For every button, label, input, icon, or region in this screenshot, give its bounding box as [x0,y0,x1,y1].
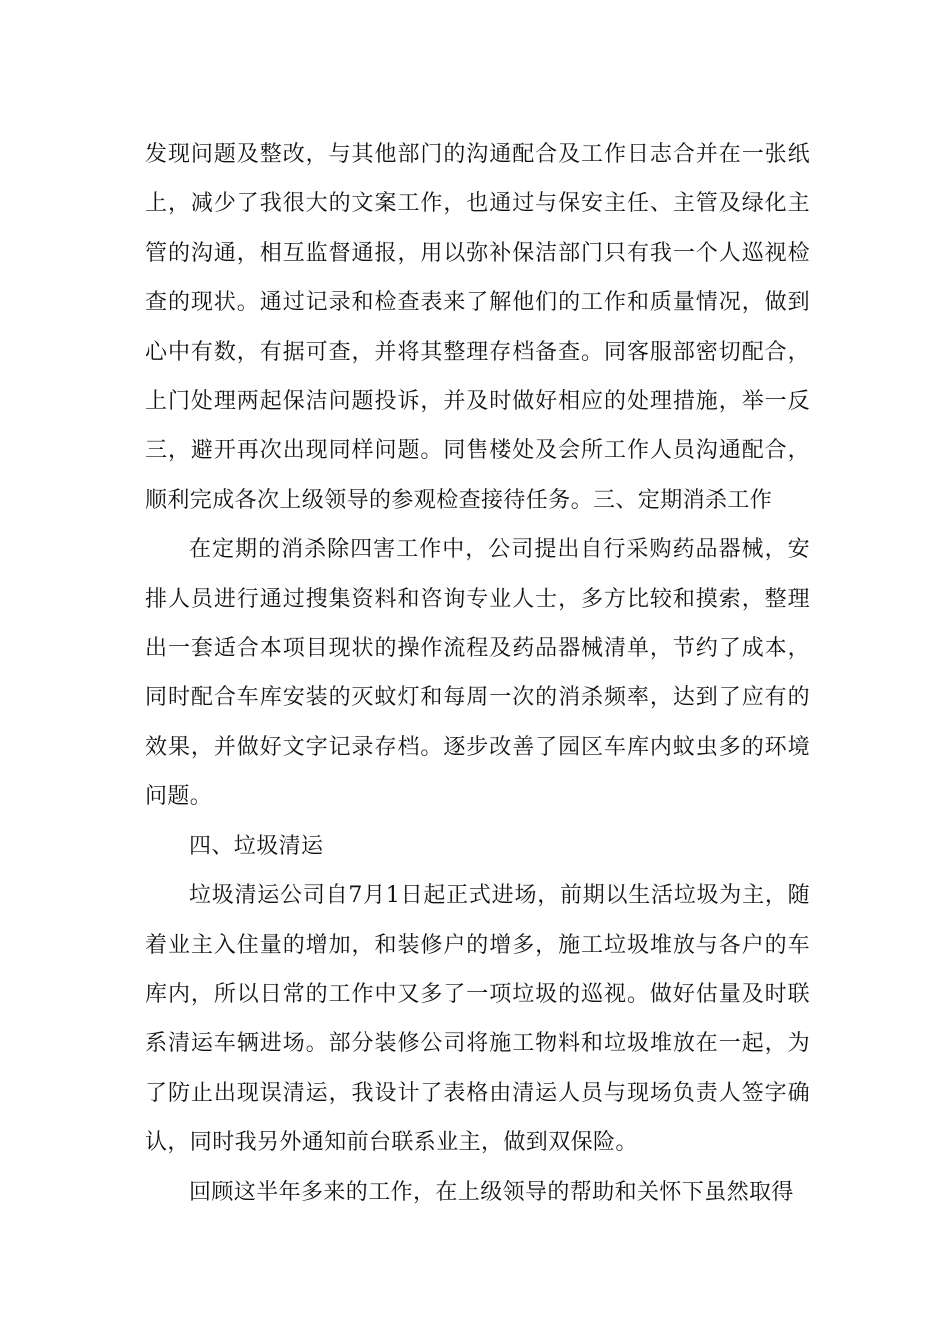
paragraph-review: 回顾这半年多来的工作，在上级领导的帮助和关怀下虽然取得 [189,1179,794,1205]
paragraph-continuation: 发现问题及整改，与其他部门的沟通配合及工作日志合并在一张纸上，减少了我很大的文案工作，也通过与保安主任、主管及绿化主管的沟通，相互监督通报，用以弥补保洁部门只有我一个人巡视检查的现状。通过记录和检查表来了解他们的工作和质量情况，做到心中有数，有据可查，并将其整理存档备查。同客服部密切配合，上门处理两起保洁问题投诉，并及时做好相应的处理措施，举一反三，避开再次出现同样问题。同售楼处及会所工作人员沟通配合，顺利完成各次上级领导的参观检查接待任务。三、定期消杀工作 [145,142,810,513]
paragraph-garbage-removal: 垃圾清运公司自7月1日起正式进场，前期以生活垃圾为主，随着业主入住量的增加，和装修户的增多，施工垃圾堆放与各户的车库内，所以日常的工作中又多了一项垃圾的巡视。做好估量及时联系清运车辆进场。部分装修公司将施工物料和垃圾堆放在一起，为了防止出现误清运，我设计了表格由清运人员与现场负责人签字确认，同时我另外通知前台联系业主，做到双保险。 [145,883,810,1156]
document-body [145,130,810,1217]
paragraph-disinfection: 在定期的消杀除四害工作中，公司提出自行采购药品器械，安排人员进行通过搜集资料和咨询专业人士，多方比较和摸索，整理出一套适合本项目现状的操作流程及药品器械清单，节约了成本，同时配合车库安装的灭蚊灯和每周一次的消杀频率，达到了应有的效果，并做好文字记录存档。逐步改善了园区车库内蚊虫多的环境问题。 [145,537,810,810]
section-heading-garbage-removal: 四、垃圾清运 [189,833,324,859]
